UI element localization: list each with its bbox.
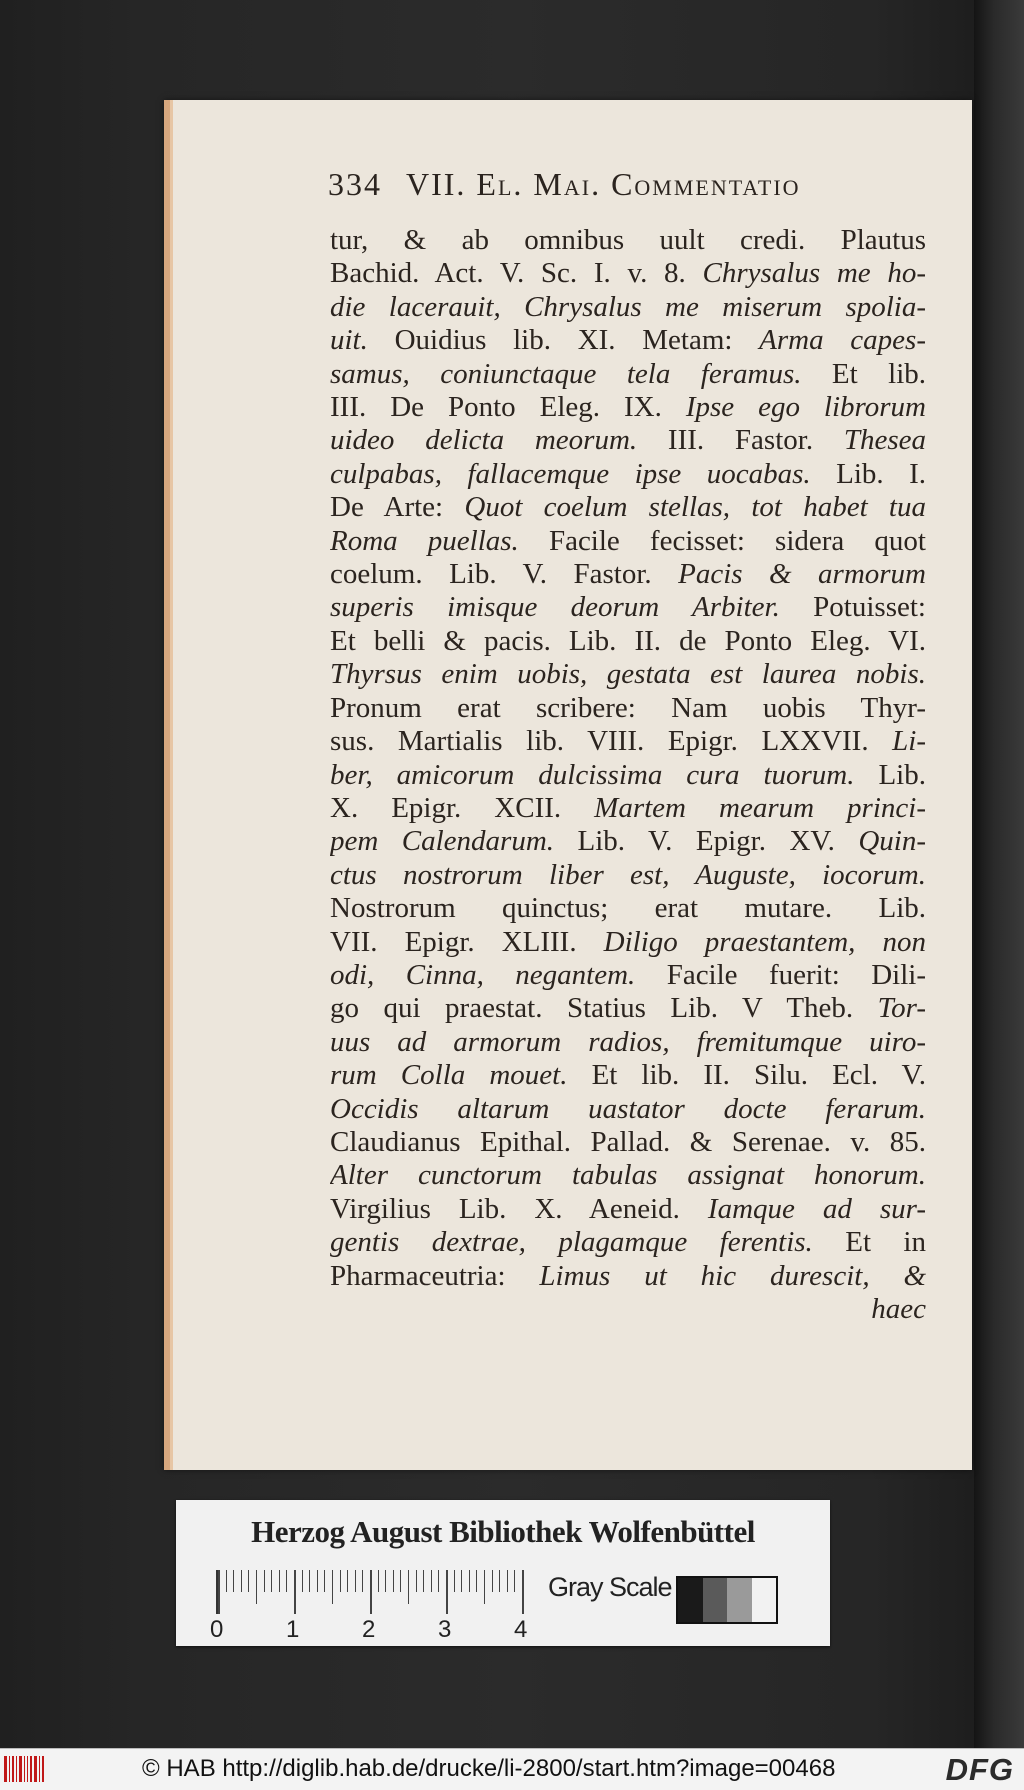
barcode-bar [39, 1756, 40, 1782]
italic-quote: Limus ut hic durescit, & [539, 1259, 926, 1292]
text-segment: Lib. [854, 758, 926, 791]
italic-quote: gentis dextrae, plagamque ferentis. [330, 1226, 813, 1259]
gray-swatch [727, 1578, 752, 1622]
scale-number: 2 [362, 1616, 376, 1643]
text-line [330, 358, 926, 391]
italic-quote: Diligo praestantem, non [603, 925, 926, 958]
catchword: haec [871, 1293, 926, 1325]
text-segment: coelum. Lib. V. Fastor. [330, 558, 679, 591]
italic-quote: pem Calendarum. [330, 825, 555, 858]
text-segment: X. Epigr. XCII. [330, 791, 595, 824]
ruler-tick [256, 1570, 257, 1604]
text-line [330, 1059, 926, 1092]
text-line [330, 625, 926, 658]
text-line [330, 1126, 926, 1159]
gray-swatch [678, 1578, 703, 1622]
text-line [330, 825, 926, 858]
italic-quote: culpabas, fallacemque ipse uocabas. [330, 457, 811, 490]
italic-quote: Arma capes- [759, 324, 926, 357]
text-segment: Lib. V. Epigr. XV. [554, 825, 859, 858]
ruler-tick [492, 1570, 493, 1592]
ruler-tick [317, 1570, 318, 1592]
text-segment: De Arte: [330, 491, 465, 524]
italic-quote: rum Colla mouet. [330, 1059, 568, 1092]
text-segment: tur, & ab omnibus uult credi. Plautus [330, 224, 926, 256]
text-segment: Facile fuerit: Dili- [635, 958, 926, 991]
barcode-bar [30, 1756, 32, 1782]
italic-quote: Quin- [858, 825, 926, 858]
ruler-tick [355, 1570, 356, 1592]
gray-scale-bar [676, 1576, 778, 1624]
barcode-bar [19, 1756, 22, 1782]
ruler-tick [400, 1570, 401, 1592]
italic-quote: Roma puellas. [330, 524, 519, 557]
page-number: 334 [328, 166, 382, 202]
text-line [330, 458, 926, 491]
text-segment: III. De Ponto Eleg. IX. [330, 391, 686, 424]
gray-scale-label: Gray Scale [548, 1572, 672, 1602]
text-line [330, 591, 926, 624]
italic-quote: Thyrsus enim uobis, gestata est laurea nobis. [330, 658, 926, 691]
italic-quote: Martem mearum princi- [594, 791, 926, 824]
ruler-tick [271, 1570, 272, 1592]
text-line [330, 692, 926, 725]
text-segment: Et belli & pacis. Lib. II. de Ponto Eleg. VI. [330, 624, 926, 657]
text-segment: Nostrorum quinctus; erat mutare. Lib. [330, 892, 926, 925]
ruler-tick [340, 1570, 341, 1592]
book-edge [974, 0, 1024, 1748]
barcode-bar [42, 1756, 44, 1782]
ruler-tick [522, 1570, 524, 1614]
italic-quote: Alter cunctorum tabulas assignat honorum. [330, 1159, 926, 1192]
italic-quote: Pacis & armorum [678, 558, 926, 591]
ruler-tick [393, 1570, 394, 1592]
ruler-tick [324, 1570, 325, 1592]
text-line [330, 1193, 926, 1226]
text-line [330, 992, 926, 1025]
italic-quote: uus ad armorum radios, fremitumque uiro- [330, 1025, 926, 1058]
ruler-tick [378, 1570, 379, 1592]
text-line [330, 257, 926, 290]
ruler-tick [476, 1570, 477, 1592]
text-segment: Pharmaceutria: [330, 1259, 540, 1292]
ruler-tick [507, 1570, 508, 1592]
ruler-tick [264, 1570, 265, 1592]
italic-quote: ctus nostrorum liber est, Auguste, iocorum. [330, 858, 926, 891]
text-segment: go qui praestat. Statius Lib. V Theb. [330, 992, 878, 1025]
text-segment: Lib. I. [810, 457, 926, 490]
barcode-bar [9, 1756, 10, 1782]
italic-quote: ber, amicorum dulcissima cura tuorum. [330, 758, 855, 791]
italic-quote: Quot coelum stellas, tot habet tua [464, 491, 926, 524]
ruler-tick [309, 1570, 310, 1592]
italic-quote: odi, Cinna, negantem. [330, 958, 636, 991]
ruler-tick [469, 1570, 470, 1592]
text-line [330, 491, 926, 524]
scale-ruler [216, 1570, 508, 1614]
text-segment: Et lib. [801, 357, 926, 390]
text-segment: VII. Epigr. XLIII. [330, 925, 604, 958]
ruler-tick [385, 1570, 386, 1592]
text-line [330, 792, 926, 825]
ruler-tick [370, 1570, 372, 1614]
italic-quote: Li- [892, 725, 926, 758]
text-segment: Et in [812, 1226, 926, 1259]
text-line [330, 859, 926, 892]
text-line [330, 1226, 926, 1259]
text-line [330, 224, 926, 257]
text-line [330, 959, 926, 992]
italic-quote: Tor- [877, 992, 926, 1025]
ruler-tick [332, 1570, 333, 1604]
barcode-bar [24, 1756, 26, 1782]
barcode-bar [12, 1756, 14, 1782]
barcode-bar [16, 1756, 17, 1782]
scale-number: 1 [286, 1616, 300, 1643]
text-segment: Bachid. Act. V. Sc. I. v. 8. [330, 257, 703, 290]
text-line [330, 658, 926, 691]
gray-swatch [752, 1578, 777, 1622]
ruler-tick [294, 1570, 296, 1614]
text-line [330, 1260, 926, 1293]
text-line [330, 291, 926, 324]
text-segment: sus. Martialis lib. VIII. Epigr. LXXVII. [330, 725, 893, 758]
ruler-tick [286, 1570, 287, 1592]
page-text [330, 224, 926, 1326]
text-line [330, 1093, 926, 1126]
italic-quote: Chrysalus me ho- [702, 257, 926, 290]
text-segment: Potuisset: [779, 591, 926, 624]
ruler-tick [416, 1570, 417, 1592]
ruler-tick [233, 1570, 234, 1592]
running-head-title: VII. El. Mai. Commentatio [406, 166, 801, 202]
library-name: Herzog August Bibliothek Wolfenbüttel [251, 1514, 755, 1549]
ruler-tick [218, 1570, 220, 1614]
text-segment: Claudianus Epithal. Pallad. & Serenae. v. 85. [330, 1125, 926, 1158]
ruler-tick [408, 1570, 409, 1604]
ruler-tick [484, 1570, 485, 1604]
text-segment: Pronum erat scribere: Nam uobis Thyr- [330, 691, 926, 724]
dfg-logo: DFG [945, 1752, 1014, 1787]
italic-quote: uit. [330, 324, 368, 357]
text-segment: Ouidius lib. XI. Metam: [367, 324, 760, 357]
italic-quote: superis imisque deorum Arbiter. [330, 591, 780, 624]
text-line [330, 1026, 926, 1059]
ruler-tick [226, 1570, 227, 1592]
text-segment: Virgilius Lib. X. Aeneid. [330, 1192, 708, 1225]
footer-bar [0, 1748, 1024, 1790]
running-head [328, 166, 928, 203]
ruler-tick [499, 1570, 500, 1592]
ruler-tick [454, 1570, 455, 1592]
text-line [330, 525, 926, 558]
ruler-tick [514, 1570, 515, 1592]
ruler-tick [423, 1570, 424, 1592]
ruler-tick [446, 1570, 448, 1614]
text-line [330, 1159, 926, 1192]
italic-quote: uideo delicta meorum. [330, 424, 638, 457]
color-calibration-card [176, 1500, 830, 1646]
ruler-tick [362, 1570, 363, 1592]
ruler-tick [438, 1570, 439, 1592]
italic-quote: die lacerauit, Chrysalus me miserum spolia- [330, 290, 926, 323]
text-line [330, 892, 926, 925]
ruler-tick [302, 1570, 303, 1592]
text-line [330, 424, 926, 457]
italic-quote: Ipse ego librorum [685, 391, 926, 424]
ruler-tick [461, 1570, 462, 1592]
copyright-link[interactable]: © HAB http://diglib.hab.de/drucke/li-2800/start.htm?image=00468 [142, 1755, 836, 1782]
ruler-tick [248, 1570, 249, 1592]
italic-quote: Iamque ad sur- [707, 1192, 926, 1225]
ruler-tick [279, 1570, 280, 1592]
ruler-tick [431, 1570, 432, 1592]
gray-swatch [703, 1578, 728, 1622]
italic-quote: Occidis altarum uastator docte ferarum. [330, 1092, 926, 1125]
italic-quote: Thesea [843, 424, 926, 457]
barcode-bar [4, 1756, 7, 1782]
ruler-tick [241, 1570, 242, 1592]
text-line [330, 391, 926, 424]
barcode-bar [27, 1756, 28, 1782]
text-line [330, 558, 926, 591]
text-line [330, 324, 926, 357]
barcode-bar [34, 1756, 37, 1782]
scale-number: 4 [514, 1616, 528, 1643]
text-line [330, 759, 926, 792]
text-segment: III. Fastor. [637, 424, 844, 457]
text-segment: Facile fecisset: sidera quot [518, 524, 926, 557]
barcode-icon [4, 1756, 44, 1782]
scale-number: 3 [438, 1616, 452, 1643]
text-line [330, 926, 926, 959]
ruler-tick [347, 1570, 348, 1592]
text-segment: Et lib. II. Silu. Ecl. V. [567, 1059, 926, 1092]
text-line [330, 725, 926, 758]
italic-quote: samus, coniunctaque tela feramus. [330, 357, 802, 390]
scale-number: 0 [210, 1616, 224, 1643]
